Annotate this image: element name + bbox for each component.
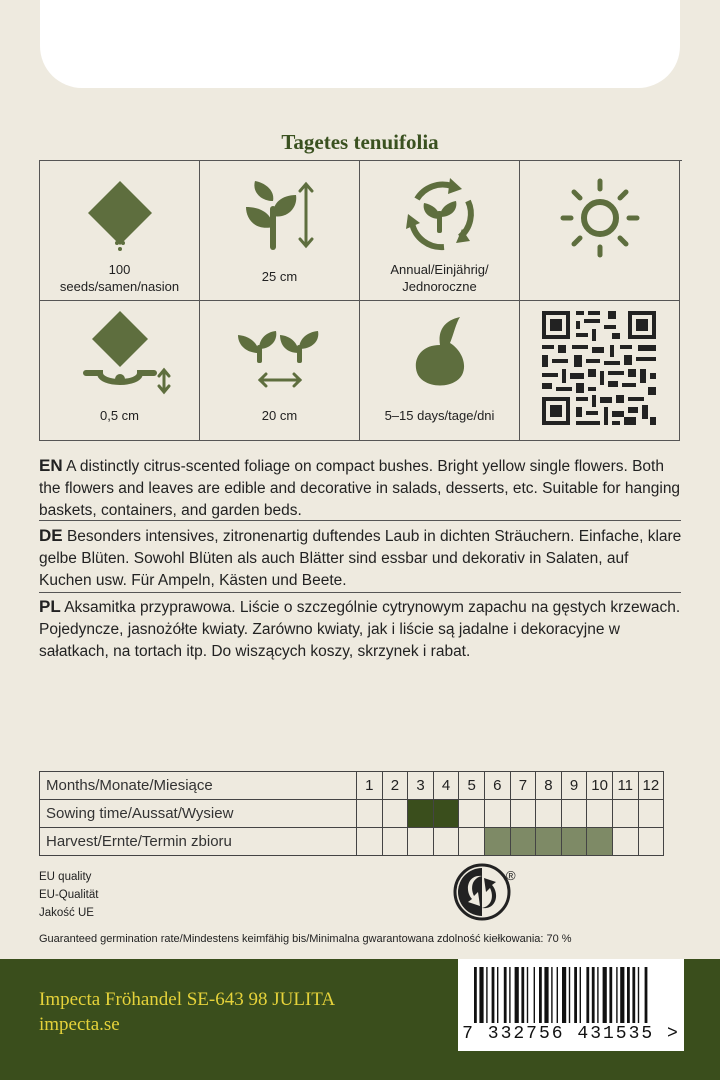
page-title: Tagetes tenuifolia	[281, 130, 439, 154]
calendar-header-row	[40, 772, 664, 800]
sowing-month-cell	[433, 800, 459, 828]
harvest-month-cell	[459, 828, 485, 856]
month-cell: 3	[408, 772, 434, 800]
qr-code-icon[interactable]	[520, 301, 680, 441]
barcode-bar	[569, 967, 570, 1023]
barcode-bar	[544, 967, 548, 1023]
barcode-bar	[539, 967, 542, 1023]
germination-value: 5–15 days/tage/dni	[384, 408, 495, 423]
barcode-bar	[603, 967, 607, 1023]
barcode-bar	[616, 967, 617, 1023]
registered-mark: ®	[506, 868, 516, 883]
plant-spacing-icon	[200, 301, 360, 401]
barcode-bar	[645, 967, 648, 1023]
description-text-pl: Aksamitka przyprawowa. Liście o szczególnie cytrynowym zapachu na gęstych krzewach. Pojedyncze, jasnożółte kwiaty. Zarówno kwiaty, jak i liście są jadalne i dekoracyjne w sałatkach, na tortach itp. Do wiszących koszy, skrzynek i rabat.	[39, 599, 681, 660]
germination-rate: Guaranteed germination rate/Mindestens keimfähig bis/Minimalna gwarantowana zdolność kiełkowania: 70 %	[39, 933, 572, 945]
description-text-en: A distinctly citrus-scented foliage on compact bushes. Bright yellow single flowers. Both the flowers and leaves are edible and decorative in salads, desserts, etc. Suitable for hanging baskets, containers, and garden beds.	[39, 458, 681, 519]
lifecycle-line-2: Jednoroczne	[402, 279, 477, 294]
month-cell: 2	[382, 772, 408, 800]
sowing-calendar	[39, 771, 664, 856]
website-link[interactable]: impecta.se	[39, 1014, 120, 1035]
sowing-month-cell	[510, 800, 536, 828]
barcode-bar	[515, 967, 519, 1023]
divider	[39, 592, 681, 593]
eu-quality-de: EU-Qualität	[39, 889, 99, 901]
height-cell	[200, 161, 360, 301]
barcode-bar	[474, 967, 477, 1023]
month-cell: 4	[433, 772, 459, 800]
months-label: Months/Monate/Miesiące	[40, 772, 357, 800]
barcode-bar	[492, 967, 495, 1023]
harvest-month-cell	[408, 828, 434, 856]
description-text-de: Besonders intensives, zitronenartig duftendes Laub in dichten Sträuchern. Einfache, klare gelbe Blüten. Sowohl Blüten als auch Blätter sind essbar und dekorativ in Salaten, auf Kuchen usw. Für Ampeln, Kästen und Beete.	[39, 528, 682, 589]
sowing-label: Sowing time/Aussat/Wysiew	[40, 800, 357, 828]
barcode-bar	[521, 967, 524, 1023]
sun-icon	[520, 161, 680, 261]
month-cell: 7	[510, 772, 536, 800]
company-address	[39, 987, 335, 1037]
harvest-month-cell	[484, 828, 510, 856]
barcode-bar	[479, 967, 483, 1023]
month-cell: 5	[459, 772, 485, 800]
barcode-bar	[638, 967, 639, 1023]
lifecycle-line-1: Annual/Einjährig/	[390, 262, 489, 277]
green-dot-recycling-icon	[452, 862, 532, 924]
barcode	[458, 959, 684, 1051]
harvest-month-cell	[357, 828, 383, 856]
spacing-cell	[200, 301, 360, 441]
barcode-bar	[592, 967, 595, 1023]
germination-icon	[360, 301, 520, 401]
sowing-month-cell	[612, 800, 638, 828]
sowing-month-cell	[408, 800, 434, 828]
lang-label-en: EN	[39, 456, 63, 475]
sowing-month-cell	[561, 800, 587, 828]
annual-cycle-icon	[360, 161, 520, 261]
month-cell: 12	[638, 772, 664, 800]
light-cell	[520, 161, 680, 301]
eu-quality-pl: Jakość UE	[39, 907, 94, 919]
month-cell: 8	[536, 772, 562, 800]
sowing-month-cell	[484, 800, 510, 828]
seeds-cell	[40, 161, 200, 301]
lifecycle-cell	[360, 161, 520, 301]
harvest-month-cell	[536, 828, 562, 856]
sowing-month-cell	[536, 800, 562, 828]
barcode-bar	[557, 967, 558, 1023]
seed-packet-icon	[40, 161, 200, 261]
barcode-bar	[497, 967, 498, 1023]
harvest-month-cell	[587, 828, 613, 856]
plant-height-icon	[200, 161, 360, 261]
sowing-month-cell	[357, 800, 383, 828]
barcode-icon	[472, 967, 670, 1023]
sowing-row	[40, 800, 664, 828]
barcode-bar	[609, 967, 612, 1023]
barcode-bar	[504, 967, 507, 1023]
depth-cell	[40, 301, 200, 441]
qr-cell	[520, 301, 680, 441]
sowing-month-cell	[587, 800, 613, 828]
height-value: 25 cm	[261, 269, 298, 284]
germination-cell	[360, 301, 520, 441]
hang-tab-cutout	[40, 0, 680, 88]
sowing-depth-icon	[40, 301, 200, 401]
harvest-month-cell	[382, 828, 408, 856]
eu-quality-block	[39, 868, 98, 922]
depth-value: 0,5 cm	[99, 408, 139, 423]
description-pl	[39, 596, 684, 663]
divider	[39, 520, 681, 521]
barcode-bar	[534, 967, 535, 1023]
month-cell: 9	[561, 772, 587, 800]
seeds-unit: seeds/samen/nasion	[59, 279, 180, 294]
harvest-month-cell	[510, 828, 536, 856]
harvest-label: Harvest/Ernte/Termin zbioru	[40, 828, 357, 856]
harvest-month-cell	[561, 828, 587, 856]
company-name: Impecta Fröhandel SE-643 98 JULITA	[39, 989, 336, 1010]
barcode-bar	[620, 967, 624, 1023]
barcode-number: 7 332756 431535 >	[462, 1024, 680, 1044]
sowing-month-cell	[382, 800, 408, 828]
barcode-bar	[580, 967, 581, 1023]
barcode-bar	[627, 967, 630, 1023]
sowing-month-cell	[638, 800, 664, 828]
sowing-month-cell	[459, 800, 485, 828]
month-cell: 10	[587, 772, 613, 800]
icon-grid	[39, 160, 682, 441]
month-cell: 11	[612, 772, 638, 800]
seeds-count: 100	[108, 262, 131, 277]
harvest-row	[40, 828, 664, 856]
barcode-bar	[551, 967, 552, 1023]
lang-label-pl: PL	[39, 597, 61, 616]
barcode-bar	[509, 967, 510, 1023]
barcode-bar	[574, 967, 577, 1023]
eu-quality-en: EU quality	[39, 871, 92, 883]
month-cell: 1	[357, 772, 383, 800]
harvest-month-cell	[612, 828, 638, 856]
barcode-bar	[486, 967, 487, 1023]
description-en	[39, 455, 684, 522]
barcode-bar	[586, 967, 589, 1023]
harvest-month-cell	[638, 828, 664, 856]
spacing-value: 20 cm	[261, 408, 298, 423]
barcode-bar	[632, 967, 635, 1023]
barcode-bar	[597, 967, 598, 1023]
harvest-month-cell	[433, 828, 459, 856]
month-cell: 6	[484, 772, 510, 800]
lang-label-de: DE	[39, 526, 63, 545]
description-de	[39, 525, 684, 592]
barcode-bar	[527, 967, 528, 1023]
barcode-bar	[562, 967, 566, 1023]
